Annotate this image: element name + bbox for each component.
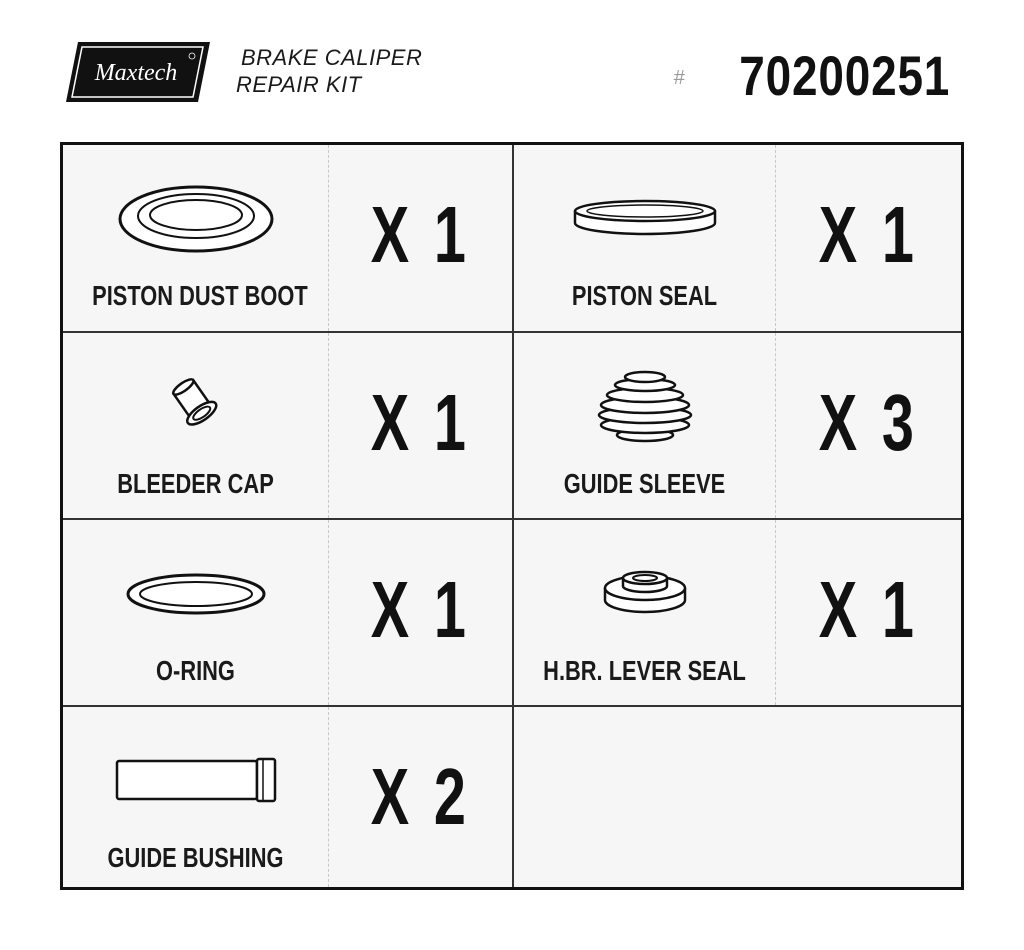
part-label: BLEEDER CAP — [117, 468, 274, 499]
hash-symbol: # — [673, 67, 685, 89]
part-cell-lever-seal — [514, 520, 776, 705]
part-label: GUIDE SLEEVE — [563, 468, 726, 499]
qty-cell — [329, 520, 512, 705]
qty-cell — [776, 520, 961, 705]
part-label: H.BR. LEVER SEAL — [543, 655, 746, 686]
dust-boot-icon — [63, 183, 328, 255]
lever-seal-icon — [514, 566, 775, 616]
part-cell-piston-seal — [514, 145, 776, 331]
part-qty: X 1 — [370, 378, 471, 467]
kit-title-line2: REPAIR KIT — [236, 72, 362, 97]
part-cell-bleeder-cap — [63, 333, 329, 518]
part-cell-guide-sleeve — [514, 333, 776, 518]
part-qty: X 2 — [370, 752, 471, 841]
qty-cell — [329, 145, 512, 331]
bleeder-cap-icon — [63, 377, 328, 433]
part-qty: X 1 — [370, 190, 471, 279]
qty-cell — [329, 707, 512, 887]
part-qty: X 1 — [818, 565, 919, 654]
brand-name: Maxtech — [94, 60, 178, 86]
parts-table — [60, 142, 964, 890]
qty-cell — [776, 145, 961, 331]
guide-bushing-icon — [63, 757, 328, 803]
part-label: PISTON SEAL — [571, 280, 718, 311]
part-cell-guide-bushing — [63, 707, 329, 887]
part-label: GUIDE BUSHING — [107, 842, 284, 873]
piston-seal-icon — [514, 199, 775, 239]
part-label: PISTON DUST BOOT — [92, 280, 308, 311]
guide-sleeve-icon — [514, 369, 775, 445]
empty-cell — [514, 707, 961, 887]
qty-cell — [329, 333, 512, 518]
maxtech-logo — [64, 38, 214, 106]
part-label: O-RING — [156, 655, 235, 686]
part-number-block — [673, 44, 950, 107]
part-cell-o-ring — [63, 520, 329, 705]
qty-cell — [776, 333, 961, 518]
kit-title-line1: BRAKE CALIPER — [241, 45, 423, 70]
o-ring-icon — [63, 572, 328, 616]
part-qty: X 1 — [818, 190, 919, 279]
kit-title — [236, 44, 422, 98]
part-cell-piston-dust-boot — [63, 145, 329, 331]
column-divider — [512, 145, 514, 887]
part-qty: X 3 — [818, 378, 919, 467]
part-qty: X 1 — [370, 565, 471, 654]
part-number: 70200251 — [739, 44, 950, 107]
